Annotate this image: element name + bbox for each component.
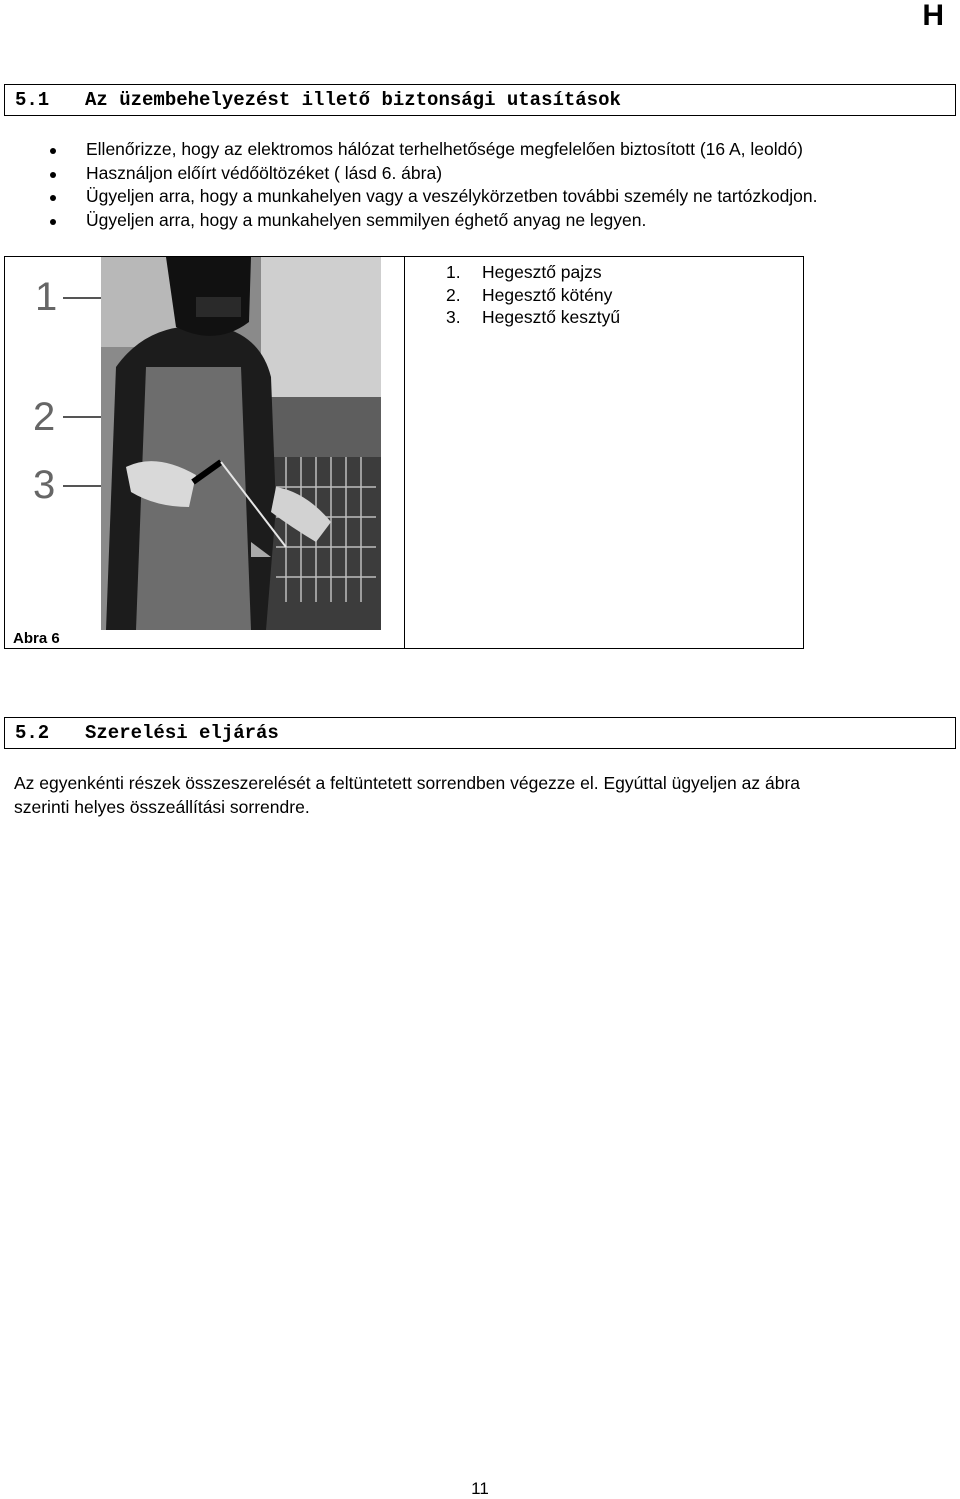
assembly-paragraph xyxy=(14,772,944,819)
section-title: Az üzembehelyezést illető biztonsági utasítások xyxy=(85,89,621,111)
safety-bullet-list xyxy=(50,138,818,232)
bullet-icon xyxy=(50,172,56,178)
callout-line xyxy=(63,297,101,299)
legend-label: Hegesztő pajzs xyxy=(482,262,602,282)
figure-caption: Abra 6 xyxy=(13,630,60,647)
list-item-text: Ügyeljen arra, hogy a munkahelyen semmilyen éghető anyag ne legyen. xyxy=(86,209,647,230)
legend-item xyxy=(446,284,620,307)
callout-number: 2 xyxy=(33,395,56,439)
section-heading-5-1 xyxy=(4,84,956,116)
callout-number: 3 xyxy=(33,463,56,507)
figure-table xyxy=(4,256,804,649)
legend-number: 3. xyxy=(446,307,461,327)
bullet-icon xyxy=(50,195,56,201)
list-item xyxy=(50,162,818,186)
list-item-text: Ellenőrizze, hogy az elektromos hálózat terhelhetősége megfelelően biztosított (16 A, leoldó) xyxy=(86,139,803,159)
list-item xyxy=(50,138,818,162)
list-item xyxy=(50,185,818,209)
legend-item xyxy=(446,306,620,329)
list-item-text: Ügyeljen arra, hogy a munkahelyen vagy a veszélykörzetben további személy ne tartózkodjon. xyxy=(86,186,818,206)
section-number: 5.2 xyxy=(15,722,50,744)
list-item xyxy=(50,209,818,233)
paragraph-line: szerinti helyes összeállítási sorrendre. xyxy=(14,796,310,817)
legend-label: Hegesztő kesztyű xyxy=(482,307,621,327)
bullet-icon xyxy=(50,148,56,154)
paragraph-line: Az egyenkénti részek összeszerelését a feltüntetett sorrendben végezze el. Egyúttal ügyeljen az ábra xyxy=(14,773,801,793)
language-mark: H xyxy=(922,0,944,32)
callout-number: 1 xyxy=(35,275,58,319)
legend-number: 1. xyxy=(446,262,461,282)
legend-number: 2. xyxy=(446,284,461,305)
page-number: 11 xyxy=(471,1479,489,1498)
section-title: Szerelési eljárás xyxy=(85,722,279,744)
legend-label: Hegesztő kötény xyxy=(482,284,613,305)
figure-legend xyxy=(446,261,620,329)
table-divider xyxy=(404,257,405,648)
list-item-text: Használjon előírt védőöltözéket ( lásd 6. ábra) xyxy=(86,162,443,183)
bullet-icon xyxy=(50,219,56,225)
section-number: 5.1 xyxy=(15,89,50,111)
welder-photo xyxy=(101,257,381,630)
legend-item xyxy=(446,261,620,284)
section-heading-5-2 xyxy=(4,717,956,749)
